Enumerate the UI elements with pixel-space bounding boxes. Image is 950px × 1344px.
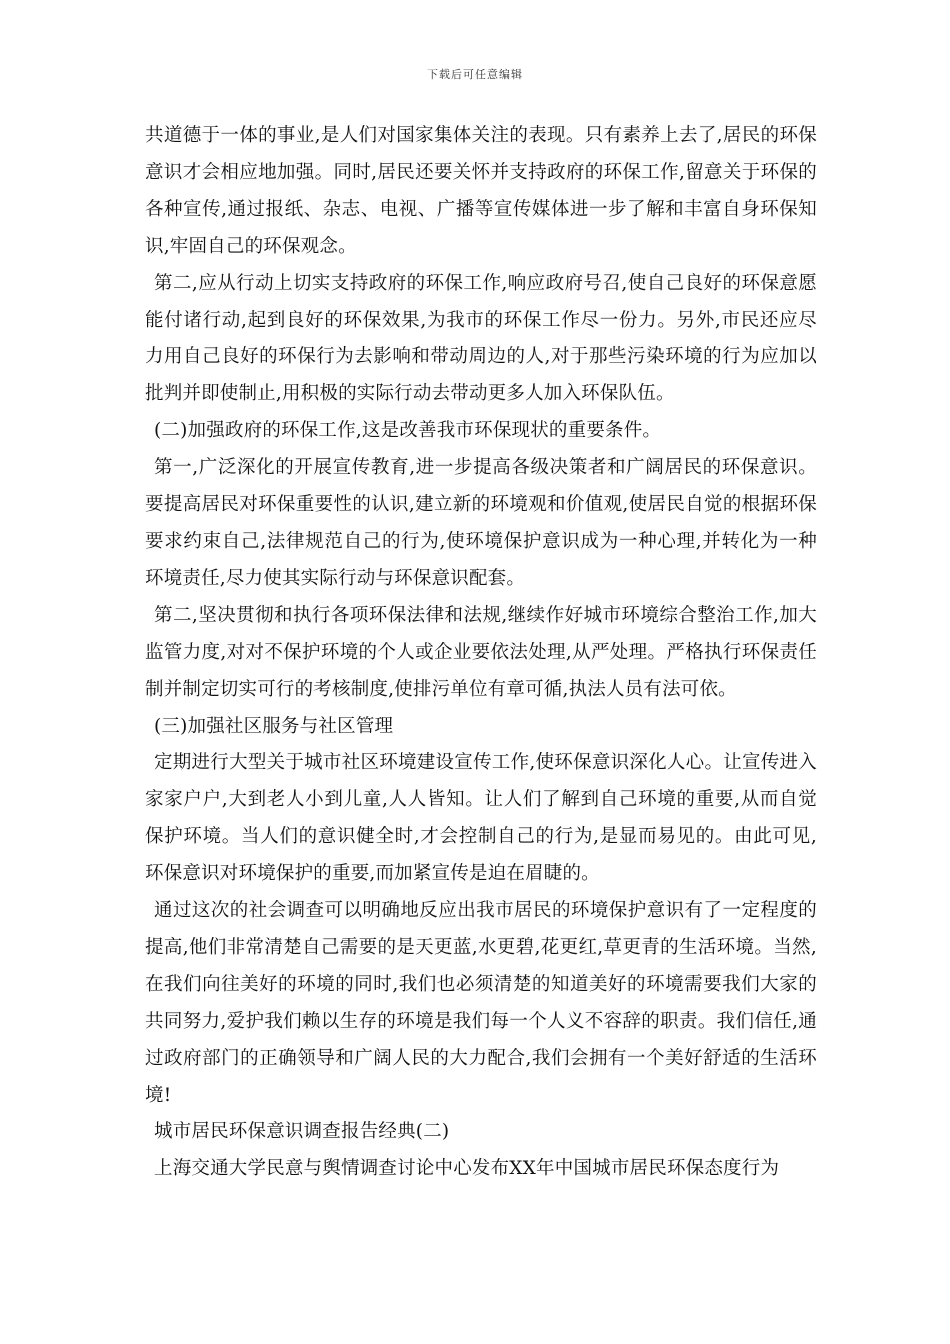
- paragraph-residents-action: 第二,应从行动上切实支持政府的环保工作,响应政府号召,使自己良好的环保意愿能付诸行动,起到良好的环保效果,为我市的环保工作尽一份力。另外,市民还应尽力用自己良好的环保行为去影响和带动周边的人,对于那些污染环境的行为应加以批判并即使制止,用积极的实际行动去带动更多人加入环保队伍。: [145, 272, 817, 405]
- paragraph-continuation: 共道德于一体的事业,是人们对国家集体关注的表现。只有素养上去了,居民的环保意识才会相应地加强。同时,居民还要关怀并支持政府的环保工作,留意关于环保的各种宣传,通过报纸、杂志、电视、广播等宣传媒体进一步了解和丰富自身环保知识,牢固自己的环保观念。: [145, 125, 817, 257]
- paragraph-community-publicity: 定期进行大型关于城市社区环境建设宣传工作,使环保意识深化人心。让宣传进入家家户户,大到老人小到儿童,人人皆知。让人们了解到自己环境的重要,从而自觉保护环境。当人们的意识健全时,才会控制自己的行为,是显而易见的。由此可见,环保意识对环境保护的重要,而加紧宣传是迫在眉睫的。: [145, 752, 817, 885]
- document-body: [145, 118, 817, 1188]
- paragraph-conclusion: 通过这次的社会调查可以明确地反应出我市居民的环境保护意识有了一定程度的提高,他们非常清楚自己需要的是天更蓝,水更碧,花更红,草更青的生活环境。当然,在我们向往美好的环境的同时,我们也必须清楚的知道美好的环境需要我们大家的共同努力,爱护我们赖以生存的环境是我们每一个人义不容辞的职责。我们信任,通过政府部门的正确领导和广阔人民的大力配合,我们会拥有一个美好舒适的生活环境!: [145, 900, 817, 1106]
- paragraph-education: 第一,广泛深化的开展宣传教育,进一步提高各级决策者和广阔居民的环保意识。要提高居民对环保重要性的认识,建立新的环境观和价值观,使居民自觉的根据环保要求约束自己,法律规范自己的行为,使环境保护意识成为一种心理,并转化为一种环境责任,尽力使其实际行动与环保意识配套。: [145, 457, 817, 589]
- report-title-two: 城市居民环保意识调查报告经典(二): [154, 1121, 450, 1143]
- paragraph-report-two-start: 上海交通大学民意与舆情调查讨论中心发布XX年中国城市居民环保态度行为: [154, 1158, 780, 1180]
- section-heading-community: (三)加强社区服务与社区管理: [154, 715, 394, 737]
- page-header: 下载后可任意编辑: [427, 68, 523, 81]
- section-heading-government: (二)加强政府的环保工作,这是改善我市环保现状的重要条件。: [154, 420, 662, 442]
- paragraph-law-enforcement: 第二,坚决贯彻和执行各项环保法律和法规,继续作好城市环境综合整治工作,加大监管力度,对对不保护环境的个人或企业要依法处理,从严处理。严格执行环保责任制并制定切实可行的考核制度,使排污单位有章可循,执法人员有法可依。: [145, 604, 817, 700]
